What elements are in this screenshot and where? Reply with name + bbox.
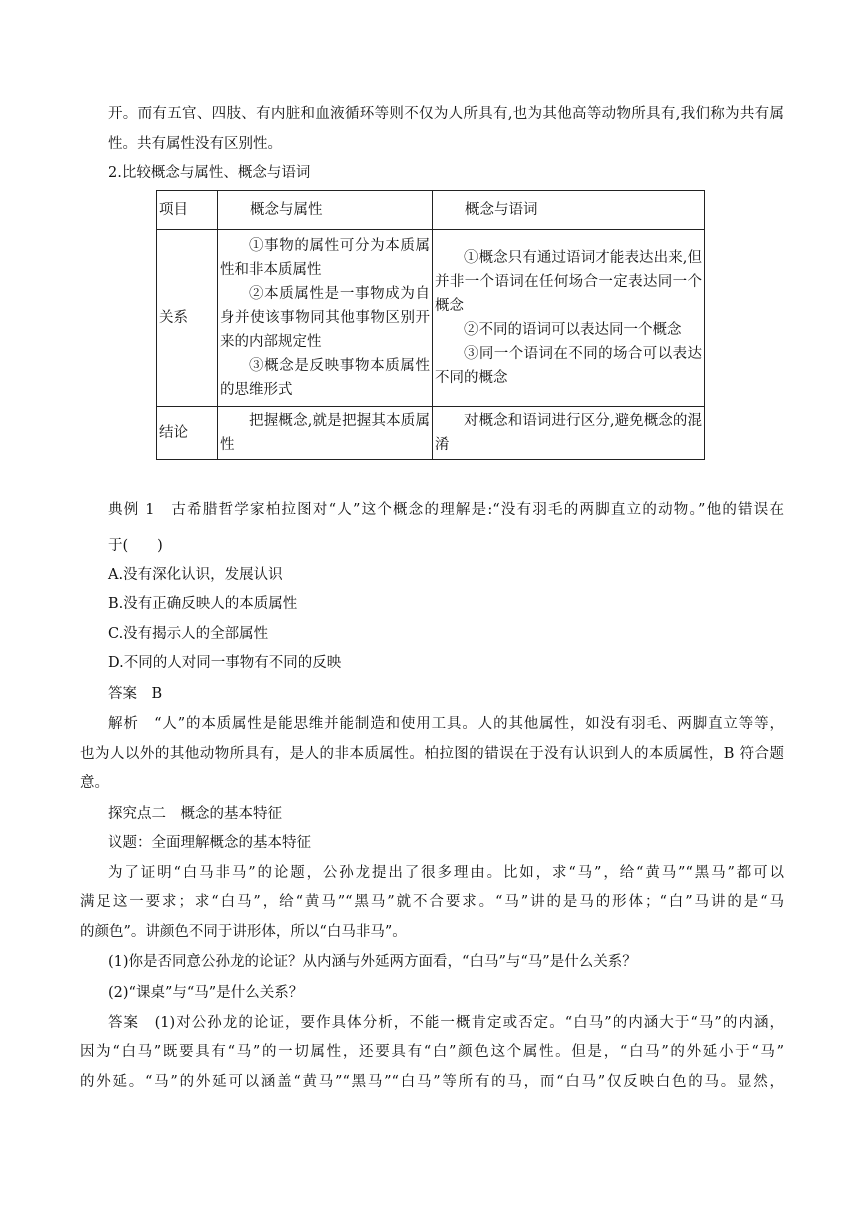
option-d: D.不同的人对同一事物有不同的反映 [108, 655, 342, 671]
inquiry-answer: 答案 (1)对公孙龙的论证，要作具体分析，不能一概肯定或否定。“白马”的内涵大于“马”的内涵， [108, 1015, 784, 1031]
table-cell [433, 230, 705, 407]
cell-paragraph: ③概念是反映事物本质属性的思维形式 [220, 358, 430, 398]
option-c: C.没有揭示人的全部属性 [108, 626, 269, 642]
analysis-text: 意。 [80, 775, 109, 791]
table-row-label: 结论 [157, 407, 218, 460]
cell-paragraph: 把握概念,就是把握其本质属性 [220, 413, 430, 453]
inquiry-intro: 满足这一要求；求“白马”，给“黄马”“黑马”就不合要求。“马”讲的是马的形体；“白”马讲的是“马 [80, 894, 784, 910]
inquiry-answer: 的外延。“马”的外延可以涵盖“黄马”“黑马”“白马”等所有的马，而“白马”仅反映白色的马。显然， [80, 1074, 784, 1090]
example-question: 典例 1 古希腊哲学家柏拉图对“人”这个概念的理解是:“没有羽毛的两脚直立的动物。”他的错误在 [108, 502, 784, 518]
cell-paragraph: ①事物的属性可分为本质属性和非本质属性 [220, 238, 430, 278]
cell-paragraph: ②不同的语词可以表达同一个概念 [464, 322, 682, 338]
question-2: (2)“课桌”与“马”是什么关系？ [108, 985, 304, 1001]
comparison-table [156, 190, 705, 460]
inquiry-intro: 为了证明“白马非马”的论题，公孙龙提出了很多理由。比如，求“马”，给“黄马”“黑马”都可以 [108, 865, 784, 881]
inquiry-topic: 议题：全面理解概念的基本特征 [108, 835, 311, 851]
table-header-cell: 概念与语词 [433, 191, 705, 230]
option-b: B.没有正确反映人的本质属性 [108, 596, 298, 612]
table-header-cell: 概念与属性 [218, 191, 433, 230]
section-heading: 2.比较概念与属性、概念与语词 [108, 165, 311, 181]
paragraph-line: 开。而有五官、四肢、有内脏和血液循环等则不仅为人所具有,也为其他高等动物所具有,我们称为共有属 [108, 106, 784, 122]
table-row [157, 230, 705, 407]
analysis-text: 也为人以外的其他动物所具有，是人的非本质属性。柏拉图的错误在于没有认识到人的本质属性，B 符合题 [80, 746, 784, 762]
table-header-cell: 项目 [157, 191, 218, 230]
example-question: 于( ) [108, 538, 163, 554]
question-1: (1)你是否同意公孙龙的论证？从内涵与外延两方面看，“白马”与“马”是什么关系？ [108, 954, 637, 970]
table-header-row [157, 191, 705, 230]
inquiry-intro: 的颜色”。讲颜色不同于讲形体，所以“白马非马”。 [80, 924, 407, 940]
table-cell [433, 407, 705, 460]
table-row [157, 407, 705, 460]
inquiry-title: 探究点二 概念的基本特征 [108, 806, 282, 822]
answer-label: 答案 B [108, 686, 163, 702]
cell-paragraph: ②本质属性是一事物成为自身并使该事物同其他事物区别开来的内部规定性 [220, 286, 430, 350]
paragraph-line: 性。共有属性没有区别性。 [108, 136, 282, 152]
cell-paragraph: ①概念只有通过语词才能表达出来,但并非一个语词在任何场合一定表达同一个概念 [435, 250, 702, 314]
table-cell [218, 230, 433, 407]
table-cell [218, 407, 433, 460]
option-a: A.没有深化认识，发展认识 [108, 567, 283, 583]
cell-paragraph: 对概念和语词进行区分,避免概念的混淆 [435, 413, 702, 453]
inquiry-answer: 因为“白马”既要具有“马”的一切属性，还要具有“白”颜色这个属性。但是，“白马”的外延小于“马” [80, 1044, 784, 1060]
table-row-label: 关系 [157, 230, 218, 407]
cell-paragraph: ③同一个语词在不同的场合可以表达不同的概念 [435, 346, 702, 386]
analysis-text: 解析 “人”的本质属性是能思维并能制造和使用工具。人的其他属性，如没有羽毛、两脚直立等等， [108, 716, 784, 732]
